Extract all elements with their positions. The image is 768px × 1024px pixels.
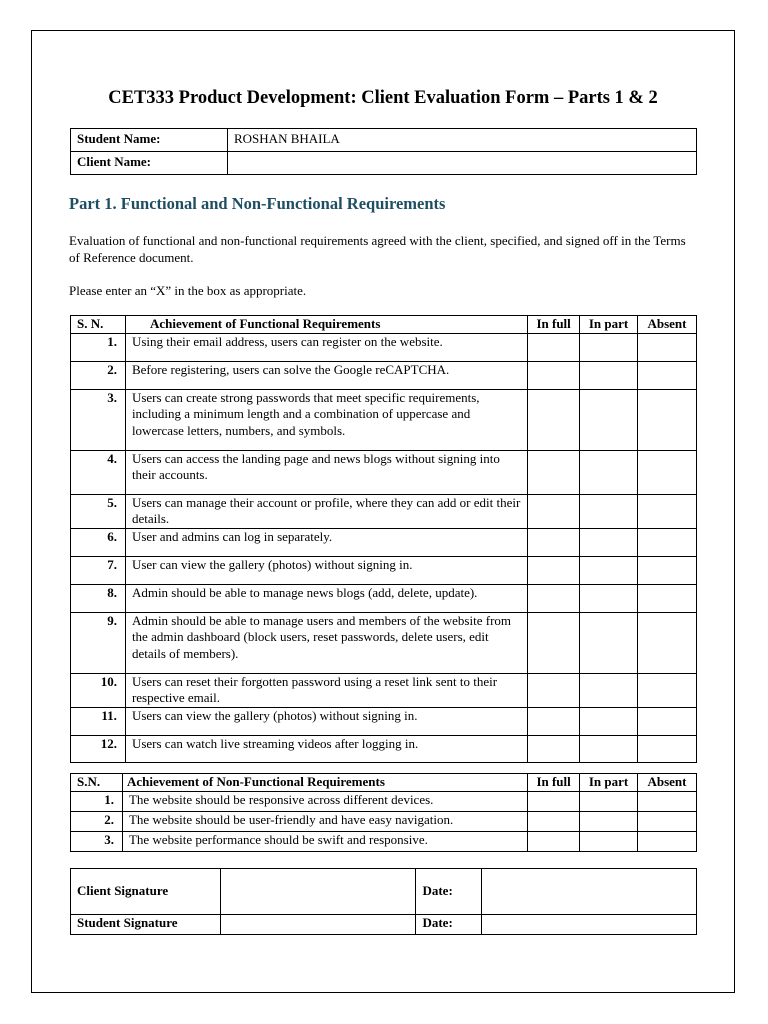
table-row: [71, 361, 697, 389]
in-full-checkbox[interactable]: [528, 361, 580, 389]
absent-checkbox[interactable]: [638, 791, 697, 811]
in-part-checkbox[interactable]: [580, 556, 638, 584]
table-row: [71, 735, 697, 762]
in-full-checkbox[interactable]: [528, 791, 580, 811]
absent-checkbox[interactable]: [638, 584, 697, 612]
requirement-text: Users can manage their account or profile, where they can add or edit their details.: [125, 494, 527, 528]
absent-checkbox[interactable]: [638, 811, 697, 831]
instruction-paragraph: Please enter an “X” in the box as appropriate.: [69, 283, 307, 298]
part1-heading: Part 1. Functional and Non-Functional Requirements: [69, 194, 446, 213]
absent-checkbox[interactable]: [638, 528, 697, 556]
in-part-checkbox[interactable]: [580, 831, 638, 851]
table-row: [71, 673, 697, 707]
in-part-checkbox[interactable]: [580, 612, 638, 673]
table-row: [71, 811, 697, 831]
requirement-text: Before registering, users can solve the Google reCAPTCHA.: [125, 361, 527, 389]
description-header: Achievement of Non-Functional Requirements: [122, 774, 527, 792]
absent-checkbox[interactable]: [638, 556, 697, 584]
requirement-text: The website performance should be swift and responsive.: [122, 831, 527, 851]
student-name-value[interactable]: ROSHAN BHAILA: [228, 129, 697, 152]
row-number: 9.: [71, 612, 126, 673]
absent-checkbox[interactable]: [638, 333, 697, 361]
requirement-text: Users can watch live streaming videos after logging in.: [125, 735, 527, 762]
in-part-checkbox[interactable]: [580, 584, 638, 612]
absent-checkbox[interactable]: [638, 707, 697, 735]
requirement-text: User and admins can log in separately.: [125, 528, 527, 556]
client-name-value[interactable]: [228, 152, 697, 175]
in-full-checkbox[interactable]: [528, 735, 580, 762]
row-number: 8.: [71, 584, 126, 612]
student-date-label: Date:: [416, 915, 482, 935]
in-full-checkbox[interactable]: [528, 831, 580, 851]
table-row: [71, 612, 697, 673]
requirement-text: Admin should be able to manage news blogs (add, delete, update).: [125, 584, 527, 612]
client-date-label: Date:: [416, 869, 482, 915]
client-name-label: Client Name:: [71, 152, 228, 175]
requirement-text: The website should be user-friendly and have easy navigation.: [122, 811, 527, 831]
student-signature-row: [71, 915, 697, 935]
student-info-table: [70, 128, 697, 175]
table-row: [71, 450, 697, 494]
in-full-checkbox[interactable]: [528, 673, 580, 707]
in-full-checkbox[interactable]: [528, 333, 580, 361]
row-number: 2.: [71, 811, 123, 831]
absent-checkbox[interactable]: [638, 673, 697, 707]
in-part-checkbox[interactable]: [580, 389, 638, 450]
in-part-checkbox[interactable]: [580, 811, 638, 831]
table-row: [71, 556, 697, 584]
in-full-checkbox[interactable]: [528, 556, 580, 584]
client-signature-label: Client Signature: [71, 869, 221, 915]
client-name-row: [71, 152, 697, 175]
absent-checkbox[interactable]: [638, 735, 697, 762]
row-number: 3.: [71, 389, 126, 450]
client-date-field[interactable]: [482, 869, 697, 915]
table-row: [71, 584, 697, 612]
row-number: 11.: [71, 707, 126, 735]
in-full-checkbox[interactable]: [528, 612, 580, 673]
row-number: 1.: [71, 791, 123, 811]
requirement-text: The website should be responsive across different devices.: [122, 791, 527, 811]
student-date-field[interactable]: [482, 915, 697, 935]
absent-checkbox[interactable]: [638, 389, 697, 450]
student-signature-field[interactable]: [220, 915, 416, 935]
in-full-checkbox[interactable]: [528, 584, 580, 612]
row-number: 10.: [71, 673, 126, 707]
in-full-checkbox[interactable]: [528, 707, 580, 735]
row-number: 6.: [71, 528, 126, 556]
row-number: 1.: [71, 333, 126, 361]
in-full-checkbox[interactable]: [528, 494, 580, 528]
student-name-row: [71, 129, 697, 152]
table-header-row: [71, 774, 697, 792]
table-row: [71, 494, 697, 528]
page-title: CET333 Product Development: Client Evaluation Form – Parts 1 & 2: [108, 88, 658, 108]
in-part-header: In part: [580, 774, 638, 792]
in-part-checkbox[interactable]: [580, 528, 638, 556]
requirement-text: Users can create strong passwords that meet specific requirements, including a minimum length and a combination of uppercase and lowercase letters, numbers, and symbols.: [125, 389, 527, 450]
table-row: [71, 389, 697, 450]
client-signature-row: [71, 869, 697, 915]
table-header-row: [71, 316, 697, 334]
in-full-checkbox[interactable]: [528, 528, 580, 556]
student-signature-label: Student Signature: [71, 915, 221, 935]
row-number: 12.: [71, 735, 126, 762]
in-full-checkbox[interactable]: [528, 450, 580, 494]
in-part-checkbox[interactable]: [580, 450, 638, 494]
in-part-checkbox[interactable]: [580, 735, 638, 762]
in-part-checkbox[interactable]: [580, 361, 638, 389]
signature-table: [70, 868, 697, 935]
absent-header: Absent: [638, 774, 697, 792]
table-row: [71, 528, 697, 556]
in-part-checkbox[interactable]: [580, 333, 638, 361]
in-part-header: In part: [580, 316, 638, 334]
absent-checkbox[interactable]: [638, 831, 697, 851]
non-functional-requirements-table: [70, 773, 697, 852]
requirement-text: User can view the gallery (photos) without signing in.: [125, 556, 527, 584]
absent-checkbox[interactable]: [638, 450, 697, 494]
in-part-checkbox[interactable]: [580, 673, 638, 707]
in-part-checkbox[interactable]: [580, 791, 638, 811]
requirement-text: Admin should be able to manage users and members of the website from the admin dashboard (block users, reset passwords, delete users, edit details of members).: [125, 612, 527, 673]
table-row: [71, 791, 697, 811]
functional-requirements-table: [70, 315, 697, 763]
in-full-checkbox[interactable]: [528, 811, 580, 831]
sn-header: S. N.: [71, 316, 126, 334]
row-number: 4.: [71, 450, 126, 494]
table-row: [71, 333, 697, 361]
row-number: 2.: [71, 361, 126, 389]
in-part-checkbox[interactable]: [580, 707, 638, 735]
row-number: 7.: [71, 556, 126, 584]
client-signature-field[interactable]: [220, 869, 416, 915]
requirement-text: Users can reset their forgotten password using a reset link sent to their respective email.: [125, 673, 527, 707]
absent-checkbox[interactable]: [638, 612, 697, 673]
absent-checkbox[interactable]: [638, 494, 697, 528]
in-full-header: In full: [528, 774, 580, 792]
requirement-text: Users can view the gallery (photos) without signing in.: [125, 707, 527, 735]
row-number: 3.: [71, 831, 123, 851]
requirement-text: Using their email address, users can register on the website.: [125, 333, 527, 361]
in-full-header: In full: [528, 316, 580, 334]
student-name-label: Student Name:: [71, 129, 228, 152]
absent-header: Absent: [638, 316, 697, 334]
row-number: 5.: [71, 494, 126, 528]
absent-checkbox[interactable]: [638, 361, 697, 389]
table-row: [71, 707, 697, 735]
in-full-checkbox[interactable]: [528, 389, 580, 450]
sn-header: S.N.: [71, 774, 123, 792]
table-row: [71, 831, 697, 851]
requirement-text: Users can access the landing page and news blogs without signing into their accounts.: [125, 450, 527, 494]
description-header: Achievement of Functional Requirements: [125, 316, 527, 334]
intro-paragraph: Evaluation of functional and non-functional requirements agreed with the client, specified, and signed off in the Terms of Reference document.: [69, 233, 686, 265]
in-part-checkbox[interactable]: [580, 494, 638, 528]
